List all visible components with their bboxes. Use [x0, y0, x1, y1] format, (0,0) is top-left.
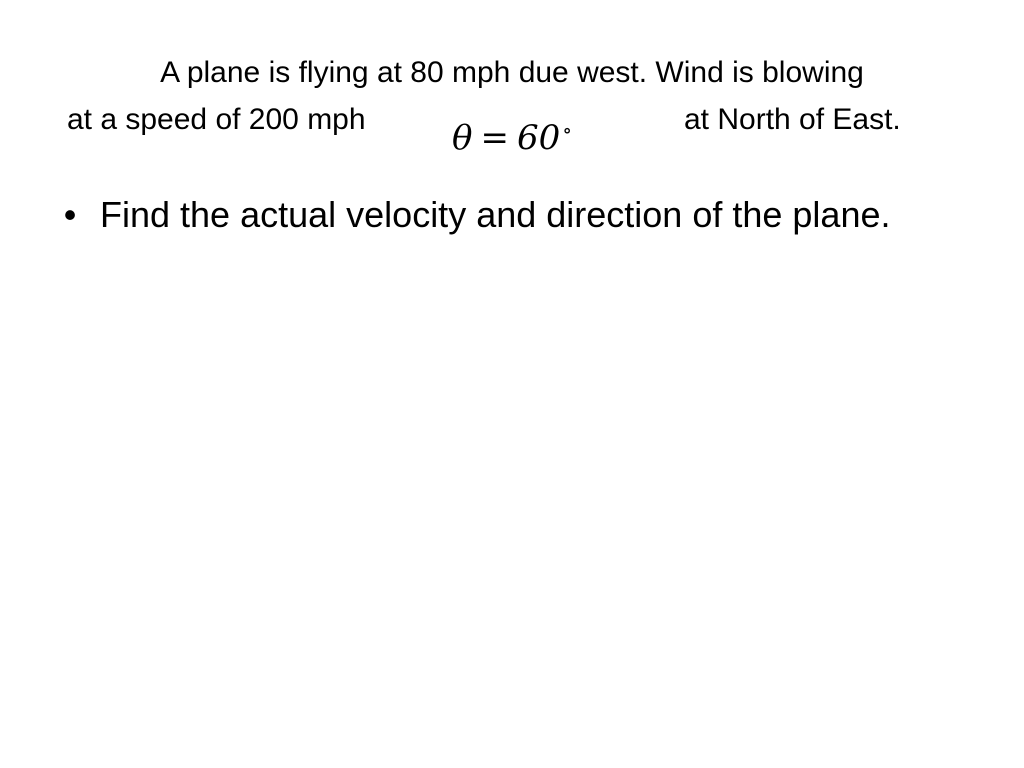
theta-symbol: θ: [452, 118, 473, 158]
bullet-text: Find the actual velocity and direction of the plane.: [100, 194, 891, 235]
angle-equation: [452, 110, 572, 158]
angle-value: 60: [516, 118, 561, 158]
title-line-2-start: at a speed of 200 mph: [67, 103, 366, 136]
bullet-marker: •: [63, 194, 77, 235]
title-line-1: A plane is flying at 80 mph due west. Wind is blowing: [160, 56, 864, 89]
bullet-list: [60, 192, 960, 238]
degree-symbol: ∘: [562, 118, 573, 142]
equals-sign: =: [480, 118, 509, 158]
title-line-2-end: at North of East.: [684, 103, 901, 136]
bullet-item: [60, 192, 960, 238]
